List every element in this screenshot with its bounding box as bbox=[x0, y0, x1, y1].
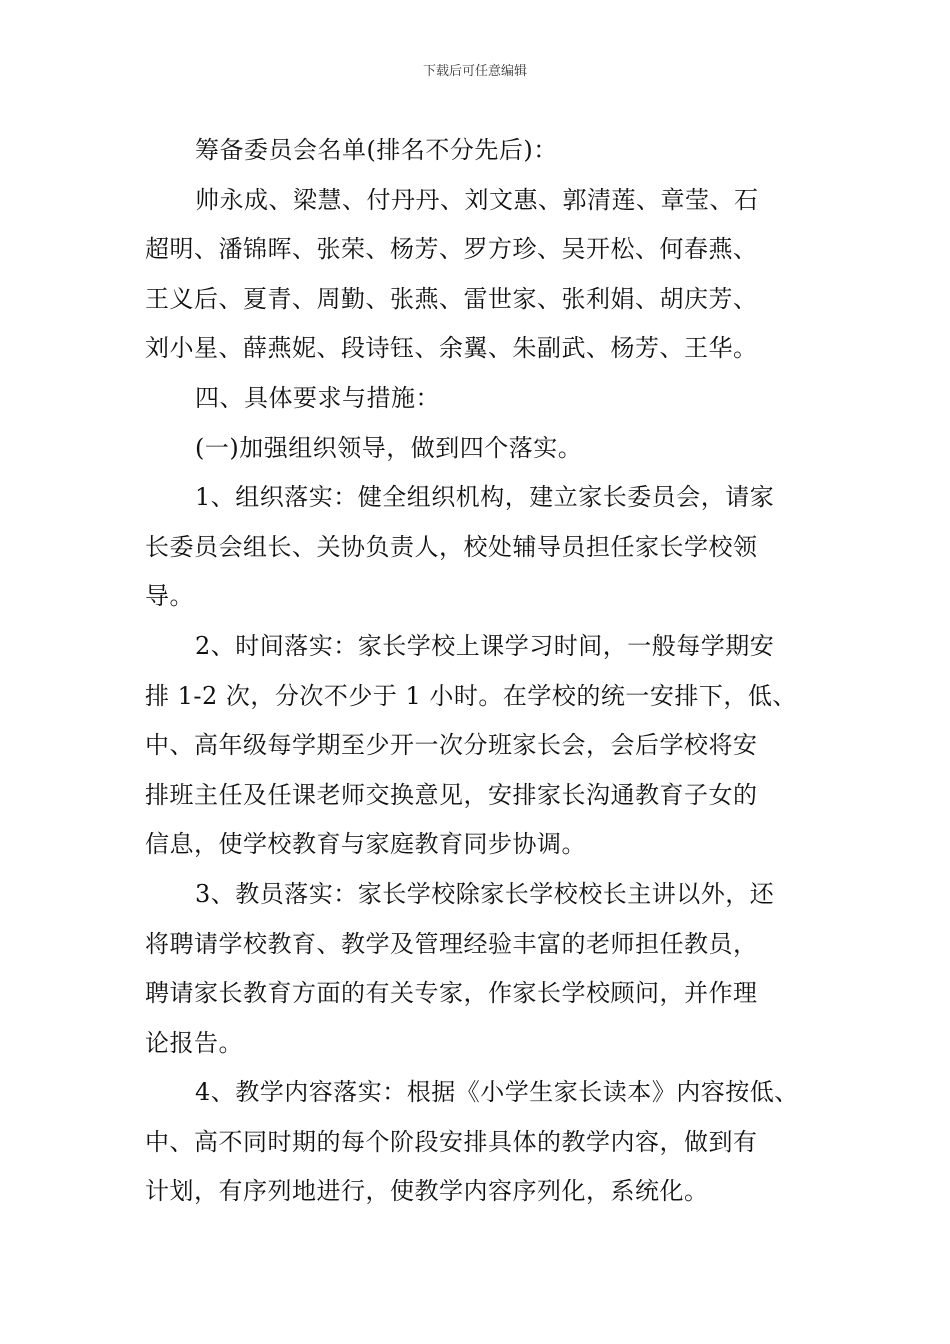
text-line: 排 1-2 次，分次不少于 1 小时。在学校的统一安排下，低、 bbox=[145, 681, 797, 710]
item-time bbox=[145, 622, 815, 870]
text-line: 筹备委员会名单(排名不分先后)： bbox=[195, 136, 558, 164]
item-teachers bbox=[145, 870, 815, 1068]
text-line: 3、教员落实：家长学校除家长学校校长主讲以外，还 bbox=[195, 879, 775, 908]
text-line: 刘小星、薛燕妮、段诗钰、余翼、朱副武、杨芳、王华。 bbox=[145, 334, 758, 363]
committee-list-heading bbox=[145, 126, 815, 176]
subsection-heading-1 bbox=[145, 424, 815, 474]
text-line: 四、具体要求与措施： bbox=[195, 383, 440, 412]
text-line: 计划，有序列地进行，使教学内容序列化，系统化。 bbox=[145, 1177, 709, 1206]
section-heading-4 bbox=[145, 374, 815, 424]
text-line: 超明、潘锦晖、张荣、杨芳、罗方珍、吴开松、何春燕、 bbox=[145, 235, 758, 264]
text-line: 聘请家长教育方面的有关专家，作家长学校顾问，并作理 bbox=[145, 979, 758, 1008]
page-header: 下载后可任意编辑 bbox=[422, 64, 527, 79]
item-content bbox=[145, 1068, 815, 1217]
text-line: 长委员会组长、关协负责人，校处辅导员担任家长学校领 bbox=[145, 532, 758, 561]
text-line: 中、高年级每学期至少开一次分班家长会，会后学校将安 bbox=[145, 731, 758, 760]
text-line: 将聘请学校教育、教学及管理经验丰富的老师担任教员， bbox=[145, 929, 758, 958]
text-line: 排班主任及任课老师交换意见，安排家长沟通教育子女的 bbox=[145, 780, 758, 809]
committee-members bbox=[145, 176, 815, 374]
text-line: 论报告。 bbox=[145, 1028, 243, 1057]
text-line: 帅永成、梁慧、付丹丹、刘文惠、郭清莲、章莹、石 bbox=[195, 185, 759, 214]
document-body bbox=[145, 126, 815, 1217]
text-line: 导。 bbox=[145, 582, 194, 611]
text-line: 中、高不同时期的每个阶段安排具体的教学内容，做到有 bbox=[145, 1127, 758, 1156]
text-line: 2、时间落实：家长学校上课学习时间，一般每学期安 bbox=[195, 631, 775, 660]
item-organization bbox=[145, 473, 815, 622]
text-line: 4、教学内容落实：根据《小学生家长读本》内容按低、 bbox=[195, 1078, 799, 1107]
text-line: (一)加强组织领导，做到四个落实。 bbox=[195, 433, 583, 462]
text-line: 信息，使学校教育与家庭教育同步协调。 bbox=[145, 830, 586, 859]
text-line: 王义后、夏青、周勤、张燕、雷世家、张利娟、胡庆芳、 bbox=[145, 284, 758, 313]
text-line: 1、组织落实：健全组织机构，建立家长委员会，请家 bbox=[195, 483, 775, 512]
